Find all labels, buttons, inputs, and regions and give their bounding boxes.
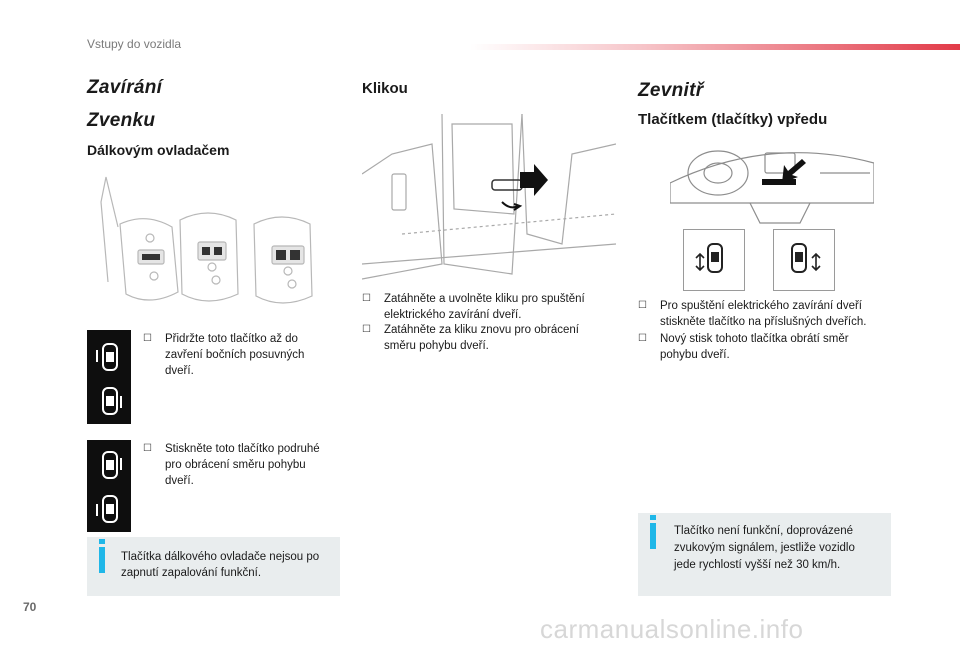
bullet-marker-icon: ☐: [362, 293, 371, 304]
dashboard-illustration: [670, 143, 874, 225]
left-bullet-2: [143, 441, 333, 489]
title-inside: Zevnitř: [638, 80, 704, 101]
left-info-box: [87, 537, 340, 596]
remote-keys-illustration: [98, 172, 328, 312]
watermark: carmanualsonline.info: [540, 614, 804, 644]
bullet-marker-icon: ☐: [638, 333, 647, 344]
car-door-reverse-icon: [87, 440, 131, 532]
right-bullet-1: [638, 298, 883, 330]
heading-front-buttons: Tlačítkem (tlačítky) vpředu: [638, 111, 828, 128]
remote-button-icon-group-2: [87, 440, 131, 532]
door-handle-illustration: [362, 114, 616, 284]
middle-bullet-2: [362, 322, 602, 354]
header-accent-bar: [470, 44, 960, 50]
bullet-marker-icon: ☐: [143, 333, 152, 344]
left-bullet-2-text: Stiskněte toto tlačítko podruhé pro obrácení směru pohybu dveří.: [165, 443, 320, 487]
middle-bullet-1-text: Zatáhněte a uvolněte kliku pro spuštění elektrického zavírání dveří.: [384, 293, 585, 321]
car-door-right-icon: [774, 230, 834, 290]
page-title: Zavírání: [87, 77, 163, 98]
front-button-right: [773, 229, 835, 291]
bullet-marker-icon: ☐: [143, 443, 152, 454]
left-info-text: Tlačítka dálkového ovladače nejsou po zapnutí zapalování funkční.: [121, 551, 320, 579]
middle-bullet-2-text: Zatáhněte za kliku znovu pro obrácení směru pohybu dveří.: [384, 324, 579, 352]
right-bullet-2-text: Nový stisk tohoto tlačítka obrátí směr pohybu dveří.: [660, 333, 849, 361]
right-bullet-2: [638, 331, 883, 363]
subtitle-outside: Zvenku: [87, 110, 156, 131]
remote-button-icon-group-1: [87, 330, 131, 424]
right-info-box: [638, 513, 891, 596]
bullet-marker-icon: ☐: [362, 324, 371, 335]
car-door-close-icon: [87, 330, 131, 424]
heading-handle: Klikou: [362, 80, 408, 97]
bullet-marker-icon: ☐: [638, 300, 647, 311]
info-icon: [650, 515, 656, 520]
car-door-left-icon: [684, 230, 744, 290]
right-bullet-1-text: Pro spuštění elektrického zavírání dveří stiskněte tlačítko na příslušných dveřích.: [660, 300, 867, 328]
middle-bullet-1: [362, 291, 602, 323]
left-bullet-1-text: Přidržte toto tlačítko až do zavření bočních posuvných dveří.: [165, 333, 305, 377]
right-info-text: Tlačítko není funkční, doprovázené zvukovým signálem, jestliže vozidlo jede rychlostí vyšší než 30 km/h.: [674, 525, 855, 571]
page-number: 70: [23, 600, 37, 614]
left-bullet-1: [143, 331, 333, 379]
info-icon: [99, 539, 105, 544]
heading-remote: Dálkovým ovladačem: [87, 142, 230, 158]
front-button-left: [683, 229, 745, 291]
section-title: Vstupy do vozidla: [87, 37, 182, 51]
